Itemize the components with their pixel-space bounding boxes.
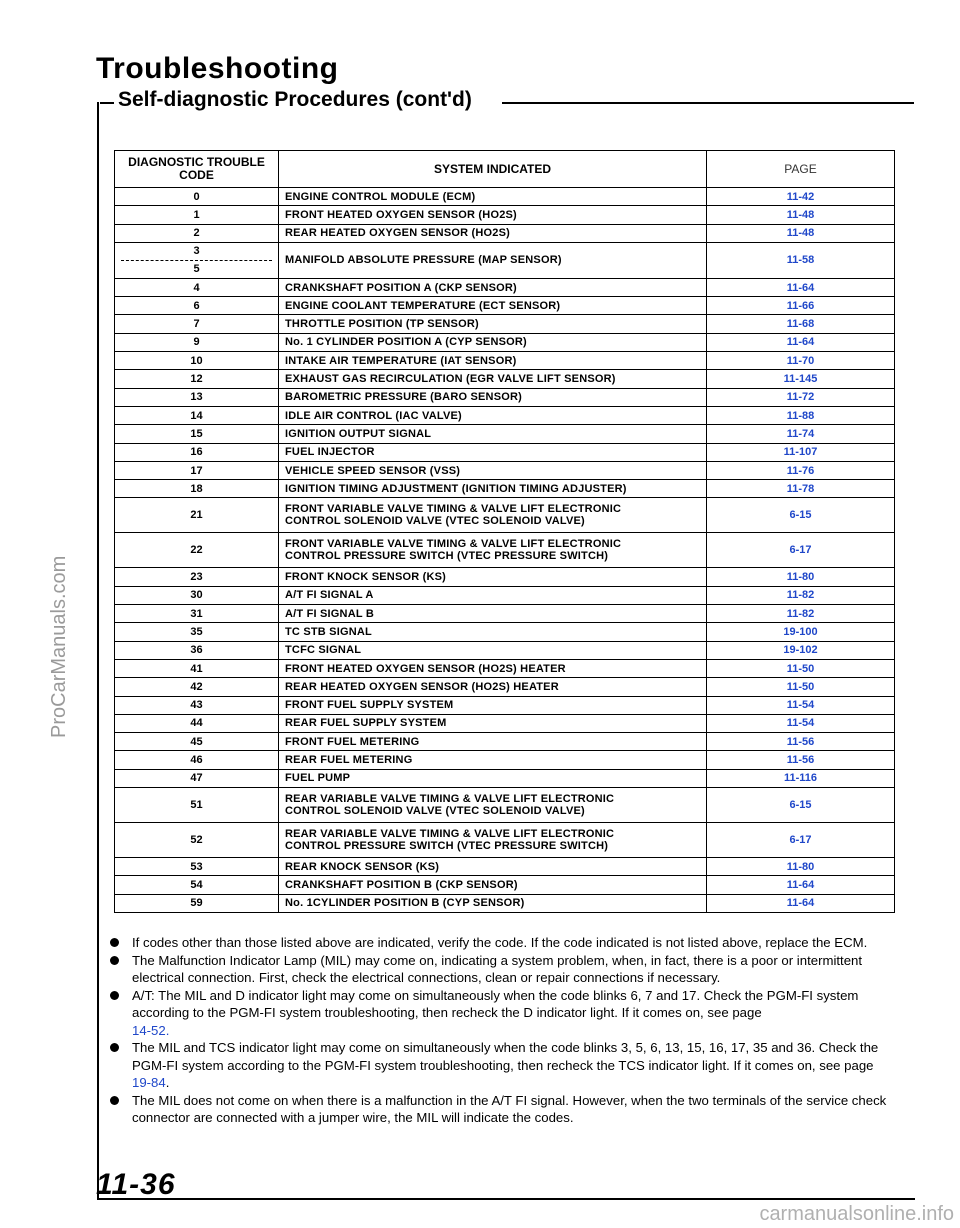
system-indicated-cell: BAROMETRIC PRESSURE (BARO SENSOR) bbox=[279, 388, 707, 406]
table-header-row bbox=[115, 151, 895, 188]
dtc-code-cell: 36 bbox=[115, 641, 279, 659]
page-reference-link[interactable]: 11-48 bbox=[707, 224, 895, 242]
note-item bbox=[104, 934, 894, 952]
header-dtc-code-line2: CODE bbox=[179, 168, 214, 182]
note-item bbox=[104, 1092, 894, 1127]
dtc-code-cell: 41 bbox=[115, 659, 279, 677]
dtc-code-cell: 53 bbox=[115, 858, 279, 876]
page-reference-link[interactable]: 11-66 bbox=[707, 297, 895, 315]
page-reference-link[interactable]: 11-82 bbox=[707, 605, 895, 623]
dtc-code-cell: 31 bbox=[115, 605, 279, 623]
note-item bbox=[104, 1039, 894, 1092]
section-rule-right bbox=[502, 102, 914, 104]
note-text: The Malfunction Indicator Lamp (MIL) may come on, indicating a system problem, when, in fact, there is a poor or intermittent electrical connection. First, check the electrical connections, clean or repair connections if necessary. bbox=[132, 952, 863, 985]
table-row bbox=[115, 480, 895, 498]
dtc-code-cell: 12 bbox=[115, 370, 279, 388]
system-indicated-cell: TCFC SIGNAL bbox=[279, 641, 707, 659]
system-indicated-cell: FRONT FUEL METERING bbox=[279, 733, 707, 751]
page-reference-link[interactable]: 11-88 bbox=[707, 406, 895, 424]
system-line2: CONTROL SOLENOID VALVE (VTEC SOLENOID VALVE) bbox=[285, 805, 585, 818]
note-item bbox=[104, 987, 894, 1040]
page-reference-link[interactable]: 11-64 bbox=[707, 333, 895, 351]
page-reference-link[interactable]: 11-64 bbox=[707, 894, 895, 912]
dtc-code-cell: 45 bbox=[115, 733, 279, 751]
table-row bbox=[115, 278, 895, 296]
system-line2: CONTROL SOLENOID VALVE (VTEC SOLENOID VALVE) bbox=[285, 515, 585, 528]
page-reference-link[interactable]: 6-17 bbox=[707, 823, 895, 858]
dtc-code-cell: 15 bbox=[115, 425, 279, 443]
note-item bbox=[104, 952, 894, 987]
dtc-code-cell: 42 bbox=[115, 678, 279, 696]
table-row bbox=[115, 206, 895, 224]
dtc-code-cell: 35 bbox=[115, 623, 279, 641]
bullet-icon bbox=[110, 991, 119, 1000]
page-link-14-52[interactable]: 14-52. bbox=[132, 1022, 170, 1038]
table-row bbox=[115, 714, 895, 732]
dtc-code: 3 bbox=[121, 243, 272, 261]
table-row bbox=[115, 370, 895, 388]
page-reference-link[interactable]: 11-54 bbox=[707, 696, 895, 714]
system-indicated-cell: IGNITION OUTPUT SIGNAL bbox=[279, 425, 707, 443]
table-row bbox=[115, 894, 895, 912]
page-reference-link[interactable]: 11-56 bbox=[707, 751, 895, 769]
table-row bbox=[115, 533, 895, 568]
system-indicated-cell: REAR FUEL METERING bbox=[279, 751, 707, 769]
system-indicated-cell: FRONT HEATED OXYGEN SENSOR (HO2S) bbox=[279, 206, 707, 224]
page-reference-link[interactable]: 19-102 bbox=[707, 641, 895, 659]
table-row bbox=[115, 751, 895, 769]
table-row bbox=[115, 352, 895, 370]
system-line1: FRONT VARIABLE VALVE TIMING & VALVE LIFT ELECTRONIC bbox=[285, 503, 622, 516]
dtc-code-cell: 16 bbox=[115, 443, 279, 461]
system-indicated-cell: ENGINE CONTROL MODULE (ECM) bbox=[279, 188, 707, 206]
system-indicated-cell: THROTTLE POSITION (TP SENSOR) bbox=[279, 315, 707, 333]
note-text-end: . bbox=[165, 1075, 170, 1090]
notes-list bbox=[104, 934, 894, 1127]
system-indicated-cell: REAR HEATED OXYGEN SENSOR (HO2S) bbox=[279, 224, 707, 242]
page-reference-link[interactable]: 19-100 bbox=[707, 623, 895, 641]
system-indicated-cell: A/T FI SIGNAL A bbox=[279, 586, 707, 604]
page-title: Troubleshooting bbox=[96, 52, 339, 85]
page-reference-link[interactable]: 11-80 bbox=[707, 858, 895, 876]
system-indicated-cell: FRONT HEATED OXYGEN SENSOR (HO2S) HEATER bbox=[279, 659, 707, 677]
table-row bbox=[115, 659, 895, 677]
page-reference-link[interactable]: 6-15 bbox=[707, 788, 895, 823]
system-line1: FRONT VARIABLE VALVE TIMING & VALVE LIFT ELECTRONIC bbox=[285, 538, 622, 551]
page-reference-link[interactable]: 11-68 bbox=[707, 315, 895, 333]
table-row bbox=[115, 425, 895, 443]
system-indicated-cell: A/T FI SIGNAL B bbox=[279, 605, 707, 623]
table-row bbox=[115, 823, 895, 858]
section-subtitle: Self-diagnostic Procedures (cont'd) bbox=[118, 88, 472, 111]
table-row bbox=[115, 586, 895, 604]
system-indicated-cell: REAR KNOCK SENSOR (KS) bbox=[279, 858, 707, 876]
system-indicated-cell: VEHICLE SPEED SENSOR (VSS) bbox=[279, 461, 707, 479]
page-reference-link[interactable]: 11-70 bbox=[707, 352, 895, 370]
table-row bbox=[115, 461, 895, 479]
page-reference-link[interactable]: 11-116 bbox=[707, 769, 895, 787]
table-row bbox=[115, 333, 895, 351]
system-line1: REAR VARIABLE VALVE TIMING & VALVE LIFT ELECTRONIC bbox=[285, 793, 615, 806]
dtc-code-cell: 23 bbox=[115, 568, 279, 586]
note-text: The MIL and TCS indicator light may come on simultaneously when the code blinks 3, 5, 6, 13, 15, 16, 17, 35 and 36. Check the PGM-FI system according to the PGM-FI system troubleshooting, then recheck the TCS indicator light. If it comes on, see page bbox=[132, 1040, 879, 1073]
page-reference-link[interactable]: 11-80 bbox=[707, 568, 895, 586]
system-indicated-cell: CRANKSHAFT POSITION B (CKP SENSOR) bbox=[279, 876, 707, 894]
dtc-code-cell: 52 bbox=[115, 823, 279, 858]
system-indicated-cell: FRONT KNOCK SENSOR (KS) bbox=[279, 568, 707, 586]
system-indicated-cell: ENGINE COOLANT TEMPERATURE (ECT SENSOR) bbox=[279, 297, 707, 315]
watermark-bottom: carmanualsonline.info bbox=[759, 1203, 954, 1225]
table-row bbox=[115, 858, 895, 876]
page-number: 11-36 bbox=[96, 1168, 176, 1201]
dtc-code-cell bbox=[115, 242, 279, 278]
table-row bbox=[115, 443, 895, 461]
table-row bbox=[115, 623, 895, 641]
section-rule-left bbox=[100, 102, 114, 104]
dtc-table bbox=[114, 150, 895, 913]
table-row bbox=[115, 605, 895, 623]
dtc-code-cell: 43 bbox=[115, 696, 279, 714]
table-row bbox=[115, 876, 895, 894]
system-indicated-cell: No. 1CYLINDER POSITION B (CYP SENSOR) bbox=[279, 894, 707, 912]
page-reference-link[interactable]: 11-50 bbox=[707, 659, 895, 677]
system-indicated-cell bbox=[279, 498, 707, 533]
header-system-indicated: SYSTEM INDICATED bbox=[279, 151, 707, 188]
page-reference-link[interactable]: 11-56 bbox=[707, 733, 895, 751]
table-row bbox=[115, 788, 895, 823]
page-reference-link[interactable]: 11-42 bbox=[707, 188, 895, 206]
section-bottom-border bbox=[97, 1198, 915, 1200]
dtc-code-cell: 30 bbox=[115, 586, 279, 604]
page-reference-link[interactable]: 11-82 bbox=[707, 586, 895, 604]
table-row bbox=[115, 388, 895, 406]
dtc-code-cell: 9 bbox=[115, 333, 279, 351]
system-indicated-cell bbox=[279, 823, 707, 858]
dtc-table-body bbox=[115, 188, 895, 913]
table-row bbox=[115, 641, 895, 659]
system-indicated-cell: IDLE AIR CONTROL (IAC VALVE) bbox=[279, 406, 707, 424]
system-indicated-cell: REAR FUEL SUPPLY SYSTEM bbox=[279, 714, 707, 732]
system-indicated-cell bbox=[279, 788, 707, 823]
page-reference-link[interactable]: 11-76 bbox=[707, 461, 895, 479]
dtc-code-cell: 6 bbox=[115, 297, 279, 315]
page-link-19-84[interactable]: 19-84 bbox=[132, 1075, 166, 1090]
watermark-left: ProCarManuals.com bbox=[48, 555, 70, 738]
page-reference-link[interactable]: 11-64 bbox=[707, 876, 895, 894]
table-row bbox=[115, 242, 895, 278]
dtc-code-cell: 0 bbox=[115, 188, 279, 206]
system-line2: CONTROL PRESSURE SWITCH (VTEC PRESSURE SWITCH) bbox=[285, 550, 609, 563]
page-reference-link[interactable]: 11-78 bbox=[707, 480, 895, 498]
system-line2: CONTROL PRESSURE SWITCH (VTEC PRESSURE SWITCH) bbox=[285, 840, 609, 853]
system-indicated-cell bbox=[279, 533, 707, 568]
bullet-icon bbox=[110, 1043, 119, 1052]
page-reference-link[interactable]: 11-107 bbox=[707, 443, 895, 461]
dtc-code-cell: 54 bbox=[115, 876, 279, 894]
table-row bbox=[115, 498, 895, 533]
dtc-code-cell: 10 bbox=[115, 352, 279, 370]
section-left-border bbox=[97, 102, 99, 1200]
system-indicated-cell: IGNITION TIMING ADJUSTMENT (IGNITION TIMING ADJUSTER) bbox=[279, 480, 707, 498]
bullet-icon bbox=[110, 956, 119, 965]
table-row bbox=[115, 696, 895, 714]
dtc-code-cell: 13 bbox=[115, 388, 279, 406]
system-indicated-cell: MANIFOLD ABSOLUTE PRESSURE (MAP SENSOR) bbox=[279, 242, 707, 278]
system-indicated-cell: REAR HEATED OXYGEN SENSOR (HO2S) HEATER bbox=[279, 678, 707, 696]
page-reference-link[interactable]: 11-54 bbox=[707, 714, 895, 732]
table-row bbox=[115, 406, 895, 424]
bullet-icon bbox=[110, 1096, 119, 1105]
page-reference-link[interactable]: 6-15 bbox=[707, 498, 895, 533]
dtc-code-cell: 4 bbox=[115, 278, 279, 296]
page-reference-link[interactable]: 11-48 bbox=[707, 206, 895, 224]
table-row bbox=[115, 297, 895, 315]
page-reference-link[interactable]: 11-50 bbox=[707, 678, 895, 696]
system-indicated-cell: FUEL PUMP bbox=[279, 769, 707, 787]
system-indicated-cell: FRONT FUEL SUPPLY SYSTEM bbox=[279, 696, 707, 714]
dtc-code: 5 bbox=[193, 262, 200, 275]
system-indicated-cell: EXHAUST GAS RECIRCULATION (EGR VALVE LIFT SENSOR) bbox=[279, 370, 707, 388]
page-reference-link[interactable]: 6-17 bbox=[707, 533, 895, 568]
dtc-code-cell: 22 bbox=[115, 533, 279, 568]
table-row bbox=[115, 678, 895, 696]
note-text: If codes other than those listed above are indicated, verify the code. If the code indicated is not listed above, replace the ECM. bbox=[132, 935, 868, 950]
note-text: The MIL does not come on when there is a malfunction in the A/T FI signal. However, when the two terminals of the service check connector are connected with a jumper wire, the MIL will indicate the codes. bbox=[132, 1092, 887, 1125]
page-reference-link[interactable]: 11-58 bbox=[707, 242, 895, 278]
dtc-code-cell: 21 bbox=[115, 498, 279, 533]
table-row bbox=[115, 568, 895, 586]
dtc-code-cell: 1 bbox=[115, 206, 279, 224]
table-row bbox=[115, 188, 895, 206]
table-row bbox=[115, 733, 895, 751]
header-page: PAGE bbox=[707, 151, 895, 188]
page-reference-link[interactable]: 11-64 bbox=[707, 278, 895, 296]
system-indicated-cell: TC STB SIGNAL bbox=[279, 623, 707, 641]
dtc-code-cell: 18 bbox=[115, 480, 279, 498]
table-row bbox=[115, 769, 895, 787]
system-indicated-cell: CRANKSHAFT POSITION A (CKP SENSOR) bbox=[279, 278, 707, 296]
dtc-code-cell: 46 bbox=[115, 751, 279, 769]
header-dtc-code bbox=[115, 151, 279, 188]
bullet-icon bbox=[110, 938, 119, 947]
table-row bbox=[115, 224, 895, 242]
dtc-code-cell: 2 bbox=[115, 224, 279, 242]
page-reference-link[interactable]: 11-74 bbox=[707, 425, 895, 443]
system-line1: REAR VARIABLE VALVE TIMING & VALVE LIFT ELECTRONIC bbox=[285, 828, 615, 841]
dtc-code-cell: 59 bbox=[115, 894, 279, 912]
system-indicated-cell: No. 1 CYLINDER POSITION A (CYP SENSOR) bbox=[279, 333, 707, 351]
dtc-code-cell: 7 bbox=[115, 315, 279, 333]
page-reference-link[interactable]: 11-72 bbox=[707, 388, 895, 406]
system-indicated-cell: INTAKE AIR TEMPERATURE (IAT SENSOR) bbox=[279, 352, 707, 370]
dtc-code-cell: 51 bbox=[115, 788, 279, 823]
table-row bbox=[115, 315, 895, 333]
header-dtc-code-line1: DIAGNOSTIC TROUBLE bbox=[128, 155, 265, 169]
page-reference-link[interactable]: 11-145 bbox=[707, 370, 895, 388]
dtc-code-cell: 14 bbox=[115, 406, 279, 424]
system-indicated-cell: FUEL INJECTOR bbox=[279, 443, 707, 461]
dtc-code-cell: 47 bbox=[115, 769, 279, 787]
note-text: A/T: The MIL and D indicator light may come on simultaneously when the code blinks 6, 7 and 17. Check the PGM-FI system according to the PGM-FI system troubleshooting, then recheck the D indicator light. If it comes on, see page bbox=[132, 987, 859, 1020]
dtc-code-cell: 44 bbox=[115, 714, 279, 732]
dtc-code-cell: 17 bbox=[115, 461, 279, 479]
